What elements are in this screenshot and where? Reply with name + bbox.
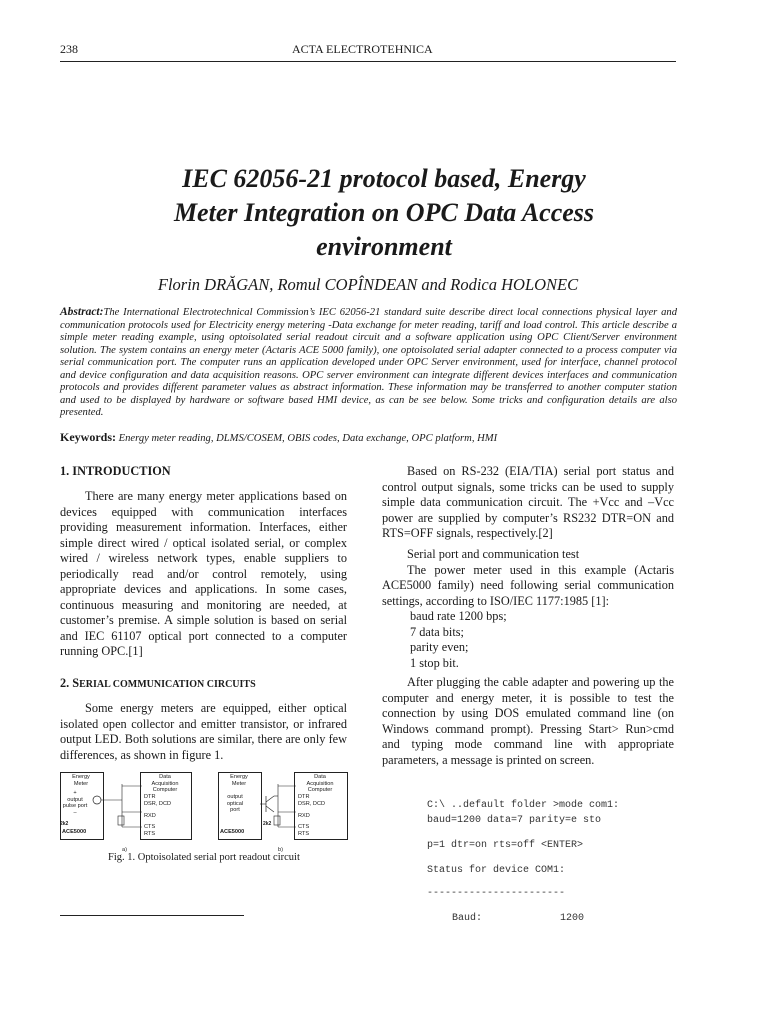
code-line-1: C:\ ..default folder >mode com1: [427, 800, 620, 811]
resistor-label-b: 2k2 [263, 821, 272, 827]
resistor-label-a: 2k2 [60, 821, 69, 827]
intro-paragraph: There are many energy meter applications based on devices equipped with communication interfaces providing measurement information. Interfaces, either simple direct wired / optical isolated serial, or complex wired / wireless network types, enable suppliers to periodically read and/or control remotely, using appropriate devices and applications. In some cases, continuous measuring and monitoring are needed, at customer’s premise. A simple solution is based on serial and IEC 61107 optical port connected to a computer running OPC.[1] [60, 489, 347, 658]
figure-1-caption: Fig. 1. Optoisolated serial port readout circuit [108, 852, 300, 863]
right-paragraph-1 [382, 464, 674, 542]
abstract [60, 306, 677, 420]
paper-title [90, 162, 678, 264]
authors: Florin DRĂGAN, Romul COPÎNDEAN and Rodica HOLONEC [157, 275, 579, 294]
title-line-2: Meter Integration on OPC Data Access [173, 198, 595, 227]
keywords-label: Keywords: [60, 430, 116, 444]
section-1-heading: 1. INTRODUCTION [60, 464, 171, 478]
section-2-paragraph [60, 701, 347, 763]
code-line-2: baud=1200 data=7 parity=e sto [427, 815, 602, 826]
setting-item: parity even; [410, 640, 469, 654]
port-label-a: + output pulse port – [62, 790, 88, 816]
sig2-a: RXD [144, 813, 156, 819]
code-line-3: p=1 dtr=on rts=off <ENTER> [427, 840, 584, 851]
page-number: 238 [60, 42, 78, 56]
port-label-b: output optical port [226, 794, 244, 813]
section-1-paragraph [60, 489, 347, 660]
sig3-b: CTS RTS [298, 824, 310, 837]
title-line-1: IEC 62056-21 protocol based, Energy [182, 164, 586, 193]
sig1-a: DTR DSR, DCD [144, 794, 172, 807]
right-paragraph-3 [382, 675, 674, 768]
code-line-4: Status for device COM1: [427, 865, 566, 876]
keywords-text: Energy meter reading, DLMS/COSEM, OBIS codes, Data exchange, OPC platform, HMI [118, 433, 498, 444]
daq-label-a: Data Acquisition Computer [151, 774, 179, 793]
figure-b-label: b) [278, 847, 283, 853]
figure-a-label: a) [122, 847, 127, 853]
settings-list [382, 609, 674, 671]
abstract-text: The International Electrotechnical Commission’s IEC 62056-21 standard suite describe direct local connections physical layer and communication protocols used for Electricity energy metering -Data exchange for meter reading, tariff and load control. This article describe a simple meter reading example, using optoisolated serial readout circuit and a software application using OPC Client/Server environment solution. The system contains an energy meter (Actaris ACE 5000 family), one optoisolated serial adapter connected to a process computer via serial communication port. The computer runs an application developed under OPC Server environment, used for interface, channel protocol and device configuration and data acquisition reasons. OPC server environment can integrate different devices interfaces and communication protocols and provides different parameter values as abstract information. These information may be transferred to another computer station and used to be displayed by hardware or software based HMI device, as can be see below. Some tricks and configuration details are also presented. [60, 307, 677, 418]
section-2-number: 2. S [60, 676, 80, 690]
section-2-heading [60, 676, 347, 693]
footnote-rule [60, 915, 244, 916]
right-paragraph-2 [382, 547, 674, 671]
figure-1b [218, 772, 368, 853]
model-label-b: ACE5000 [220, 829, 245, 835]
serial-test-title: Serial port and communication test [407, 547, 580, 561]
model-label-a: ACE5000 [62, 829, 87, 835]
setting-item: 7 data bits; [410, 624, 464, 639]
circuit-wires-b [218, 772, 368, 842]
serial-settings-intro: The power meter used in this example (Actaris ACE5000 family) need following serial communication settings, according to ISO/IEC 1177:1985 [1]: [382, 562, 674, 608]
circuit-wires-a [60, 772, 210, 842]
title-line-3: environment [316, 232, 452, 261]
keywords [60, 430, 677, 445]
journal-name: ACTA ELECTROTEHNICA [292, 42, 433, 56]
code-line-6-value: 1200 [560, 913, 585, 924]
meter-label-b: Energy Meter [230, 774, 248, 787]
sig3-a: CTS RTS [144, 824, 156, 837]
rs232-paragraph: Based on RS-232 (EIA/TIA) serial port status and control output signals, some tricks can be used to supply simple data communication circuit. The +Vcc and –Vcc power are supplied by computer’s RS232 DTR=ON and RTS=OFF signals, respectively.[2] [382, 464, 674, 540]
setting-item: 1 stop bit. [410, 655, 459, 670]
code-line-5: ----------------------- [427, 888, 566, 899]
header-rule [60, 61, 676, 62]
serial-paragraph: Some energy meters are equipped, either optical isolated open collector and emitter transistor, or infrared output LED. Both solutions are similar, there are only few differences, as shown in figure 1. [60, 701, 347, 762]
sig1-b: DTR DSR, DCD [298, 794, 326, 807]
daq-label-b: Data Acquisition Computer [306, 774, 334, 793]
figure-1a [60, 772, 210, 853]
section-2-title: ERIAL COMMUNICATION CIRCUITS [79, 679, 256, 690]
sig2-b: RXD [298, 813, 310, 819]
setting-item: baud rate 1200 bps; [410, 609, 507, 623]
abstract-label: Abstract: [60, 306, 104, 318]
meter-label-a: Energy Meter [72, 774, 90, 787]
connection-test-paragraph: After plugging the cable adapter and powering up the computer and energy meter, it is possible to test the connection by using DOS emulated command line (on Windows command prompt). Pressing Start> Run>cmd and typing mode command line with appropriate parameters, a message is printed on screen. [382, 675, 674, 767]
code-line-6-key: Baud: [452, 913, 483, 924]
